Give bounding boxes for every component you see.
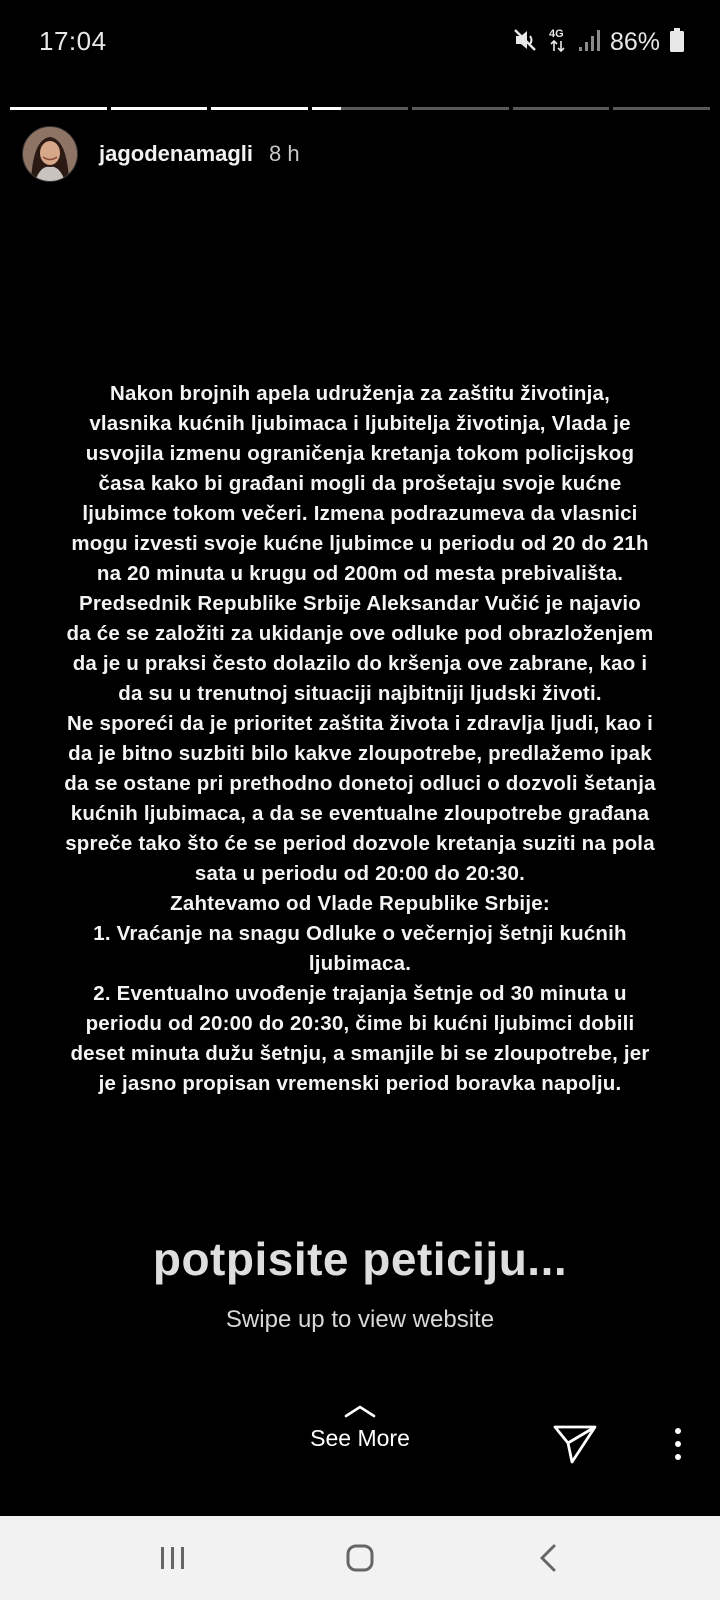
status-icons bbox=[512, 26, 684, 58]
story-text-line: vlasnika kućnih ljubimaca i ljubitelja životinja, Vlada je bbox=[89, 412, 631, 435]
story-progress-segment bbox=[412, 107, 509, 110]
story-progress-segment bbox=[312, 107, 409, 110]
recent-apps-icon bbox=[158, 1545, 188, 1571]
story-text-line: da će se založiti za ukidanje ove odluke pod obrazloženjem bbox=[66, 622, 654, 645]
mute-icon bbox=[512, 27, 538, 58]
story-progress-fill bbox=[111, 107, 208, 110]
system-navigation-bar bbox=[0, 1516, 720, 1600]
status-time: 17:04 bbox=[39, 26, 107, 56]
story-progress-segment bbox=[111, 107, 208, 110]
story-progress-segment bbox=[613, 107, 710, 110]
story-header bbox=[22, 126, 300, 182]
story-progress-bar bbox=[10, 107, 710, 110]
story-text-line: na 20 minuta u krugu od 200m od mesta prebivališta. bbox=[96, 562, 624, 585]
back-button[interactable] bbox=[526, 1536, 570, 1580]
story-text-line: da se ostane pri prethodno donetoj odluci o dozvoli šetanja bbox=[64, 772, 656, 795]
story-text-block bbox=[4, 379, 716, 1099]
story-text-line: Zahtevamo od Vlade Republike Srbije: bbox=[170, 892, 550, 915]
story-text-line: da je bitno suzbiti bilo kakve zloupotrebe, predlažemo ipak bbox=[68, 742, 652, 765]
vertical-dots-icon bbox=[668, 1425, 688, 1463]
network-4g-icon bbox=[548, 26, 568, 59]
story-progress-fill bbox=[312, 107, 341, 110]
story-text-line: periodu od 20:00 do 20:30, čime bi kućni ljubimci dobili bbox=[85, 1012, 635, 1035]
see-more-button[interactable] bbox=[290, 1404, 430, 1452]
username[interactable]: jagodenamagli bbox=[99, 141, 254, 166]
story-text-line: Predsednik Republike Srbije Aleksandar Vučić je najavio bbox=[78, 592, 642, 615]
story-text-line: deset minuta dužu šetnju, a smanjile bi se zloupotrebe, jer bbox=[70, 1042, 650, 1065]
story-text-line: časa kako bi građani mogli da prošetaju svoje kućne bbox=[98, 472, 622, 495]
signal-icon bbox=[578, 28, 600, 57]
story-text-line: 1. Vraćanje na snagu Odluke o večernjoj šetnji kućnih bbox=[93, 922, 627, 945]
swipe-up-link-text[interactable]: Swipe up to view website bbox=[225, 1306, 495, 1333]
story-text-line: da su u trenutnoj situaciji najbitniji ljudski životi. bbox=[118, 682, 602, 705]
home-icon bbox=[344, 1542, 376, 1574]
home-button[interactable] bbox=[338, 1536, 382, 1580]
story-progress-segment bbox=[211, 107, 308, 110]
story-text-line: spreče tako što će se period dozvole kretanja suziti na pola bbox=[65, 832, 655, 855]
story-text-line: ljubimaca. bbox=[308, 952, 412, 975]
story-progress-fill bbox=[211, 107, 308, 110]
status-bar bbox=[0, 0, 720, 84]
share-send-button[interactable] bbox=[552, 1423, 598, 1465]
story-text-line: kućnih ljubimaca, a da se eventualne zloupotrebe građana bbox=[70, 802, 650, 825]
paper-plane-icon bbox=[552, 1423, 598, 1465]
see-more-label: See More bbox=[310, 1425, 410, 1451]
svg-text:4G: 4G bbox=[548, 27, 564, 40]
petition-sticker-text: potpisite peticiju... bbox=[152, 1233, 568, 1285]
story-text-line: da je u praksi često dolazilo do kršenja ove zabrane, kao i bbox=[72, 652, 648, 675]
story-progress-fill bbox=[10, 107, 107, 110]
story-progress-segment bbox=[513, 107, 610, 110]
story-text-line: je jasno propisan vremenski period boravka napolju. bbox=[98, 1072, 622, 1095]
story-text-line: Nakon brojnih apela udruženja za zaštitu životinja, bbox=[110, 382, 610, 405]
battery-icon bbox=[670, 28, 684, 57]
avatar[interactable] bbox=[22, 126, 78, 182]
story-text-line: usvojila izmenu ograničenja kretanja tokom policijskog bbox=[85, 442, 635, 465]
story-progress-segment bbox=[10, 107, 107, 110]
more-options-button[interactable] bbox=[668, 1425, 688, 1463]
back-chevron-icon bbox=[536, 1543, 560, 1573]
recent-apps-button[interactable] bbox=[151, 1536, 195, 1580]
story-text-line: ljubimce tokom večeri. Izmena podrazumeva da vlasnici bbox=[82, 502, 638, 525]
chevron-up-icon bbox=[343, 1404, 377, 1418]
story-text-line: sata u periodu od 20:00 do 20:30. bbox=[194, 862, 526, 885]
battery-percentage: 86% bbox=[609, 27, 660, 56]
post-time-ago: 8 h bbox=[269, 141, 300, 166]
story-text-line: Ne sporeći da je prioritet zaštita života i zdravlja ljudi, kao i bbox=[66, 712, 654, 735]
story-text-line: mogu izvesti svoje kućne ljubimce u periodu od 20 do 21h bbox=[71, 532, 649, 555]
story-text-line: 2. Eventualno uvođenje trajanja šetnje od 30 minuta u bbox=[93, 982, 627, 1005]
